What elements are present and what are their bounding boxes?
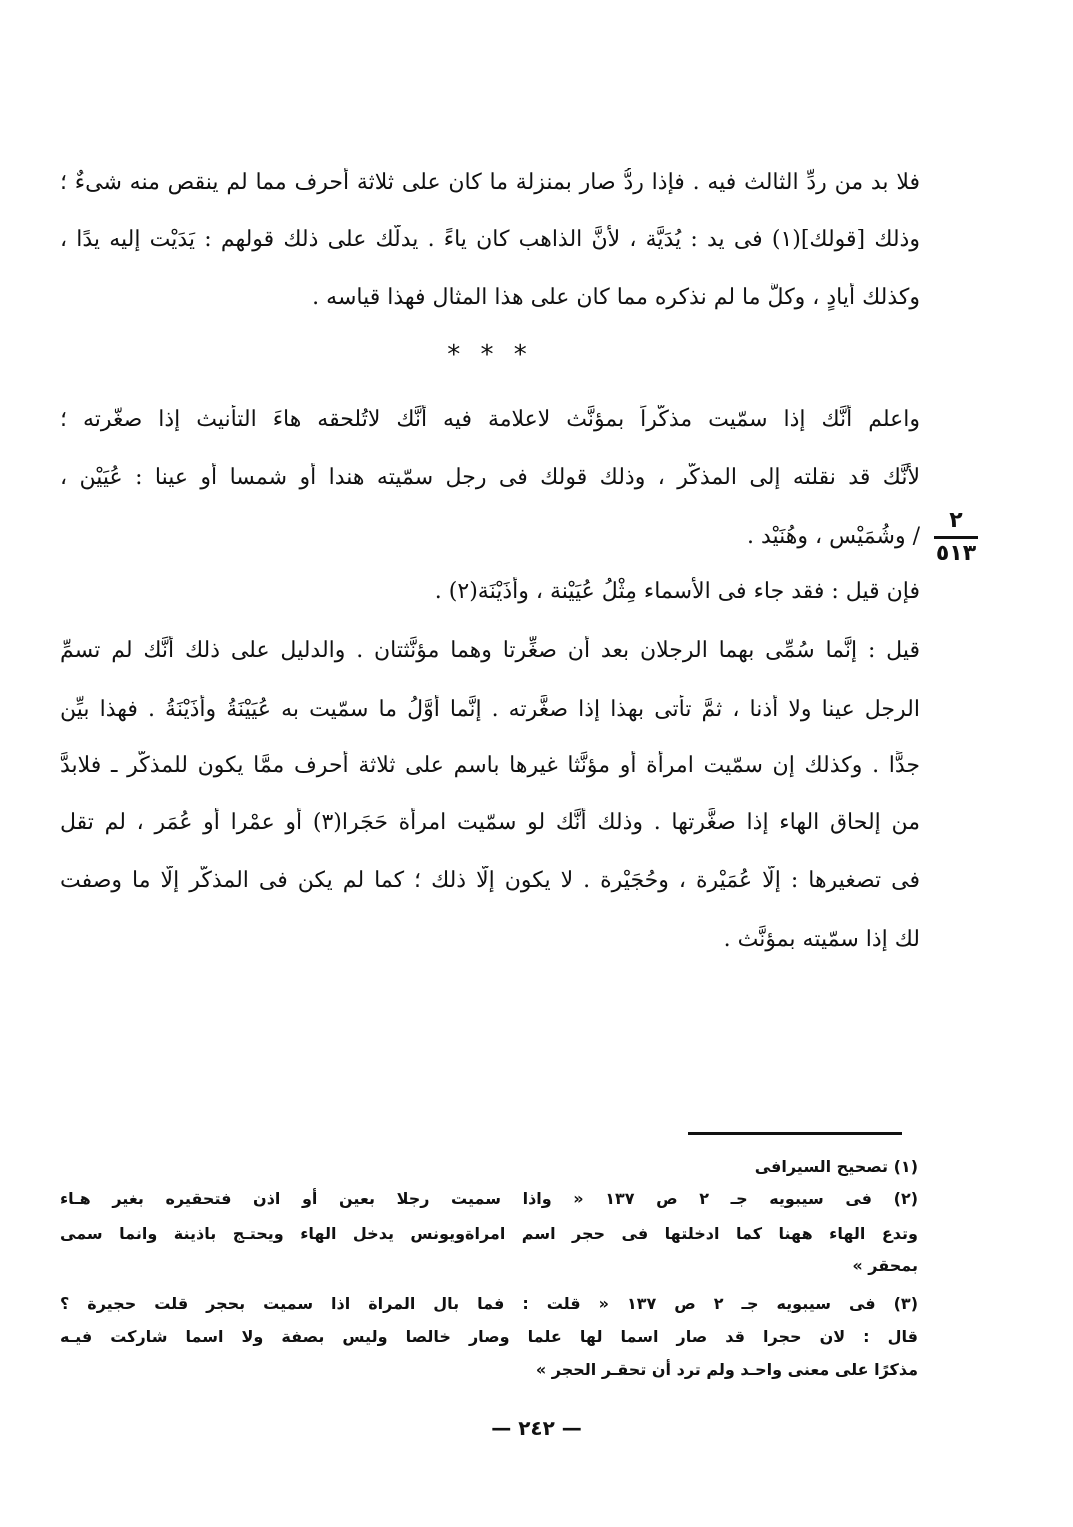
footnote-line: بمحقر » bbox=[852, 1256, 918, 1275]
body-line: جدًّا . وكذلك إن سمّيت امرأة أو مؤنَّثا غيرها باسم على ثلاثة أحرف ممَّا يكون للمذكَّر ـ فلابدَّ bbox=[60, 753, 920, 778]
body-line: / وشُمَيْس ، وهُنَيْد . bbox=[747, 524, 920, 549]
body-line: وذلك [قولك](١) فى يد : يُدَيَّة ، لأنَّ الذاهب كان ياءً . يدلُّك على ذلك قولهم : يَدَيْت إليه يدًا ، bbox=[60, 227, 920, 252]
footnote-line: مذكرًا على معنى واحـد ولم ترد أن تحقـر الحجر » bbox=[535, 1360, 918, 1379]
footnote-line: (٢) فى سيبويه جـ ٢ ص ١٣٧ « واذا سميت رجلا بعين أو اذن فتحقيره بغير هـاء bbox=[60, 1189, 918, 1208]
footnote-line: (١) تصحيح السيرافى bbox=[754, 1157, 918, 1176]
footnote-rule bbox=[688, 1132, 902, 1135]
page-number: — ٢٤٢ — bbox=[491, 1416, 582, 1440]
footnote-line: قال : لان حجرا قد صار اسما لها علما وصار خالصا وليس بصفة ولا اسما شاركت فيـه bbox=[60, 1327, 918, 1346]
footnote-line: وتدع الهاء ههنا كما ادخلتها فى حجر اسم امراةويونس يدخل الهاء ويحتـج باذينة وانما سمى bbox=[60, 1224, 918, 1243]
body-line: قيل : إنَّما سُمِّى بهما الرجلان بعد أن صغِّرتا وهما مؤنَّثتان . والدليل على ذلك أنَّك لم تسمِّ bbox=[60, 638, 920, 663]
body-line: وكذلك أيادٍ ، وكلُّ ما لم نذكره مما كان على هذا المثال فهذا قياسه . bbox=[312, 285, 920, 310]
body-line: من إلحاق الهاء إذا صغَّرتها . وذلك أنَّك لو سمّيت امرأة حَجَرا(٣) أو عمْرا أو عُمَر ، لم تقل bbox=[60, 810, 920, 835]
body-line: فإن قيل : فقد جاء فى الأسماء مِثْلُ عُيَيْنة ، وأُذَيْنَة(٢) . bbox=[434, 579, 920, 604]
body-line: واعلم أنَّك إذا سمّيت مذكَّراً بمؤنَّث لاعلامة فيه أنَّك لاتُلحقه هاءَ التأنيث إذا صغّرته ؛ bbox=[60, 407, 920, 432]
section-separator: * * * bbox=[447, 340, 533, 370]
margin-reference-page: ٥١٣ bbox=[935, 541, 977, 566]
body-line: فى تصغيرها : إلَّا عُمَيْرة ، وحُجَيْرة . لا يكون إلَّا ذلك ؛ كما لم يكن فى المذكَّر إلَّا ما وصفت bbox=[60, 868, 920, 893]
body-line: الرجل عينا ولا أُذنا ، ثمَّ تأتى بهذا إذا صغَّرته . إنَّما أوَّلُ ما سمّيت به عُيَيْنَةُ وأُذَيْنَةُ . فهذا بيِّن bbox=[60, 697, 920, 722]
footnote-line: (٣) فى سيبويه جـ ٢ ص ١٣٧ « قلت : فما بال المراة اذا سميت بحجر قلت حجيرة ؟ bbox=[60, 1294, 918, 1313]
margin-reference-rule bbox=[934, 536, 978, 539]
margin-reference-volume: ٢ bbox=[949, 508, 963, 533]
body-line: لك إذا سمّيته بمؤنَّث . bbox=[723, 927, 920, 952]
body-line: لأنَّك قد نقلته إلى المذكَّر ، وذلك قولك فى رجل سمّيته هندا أو شمسا أو عينا : عُيَيْن ، bbox=[60, 465, 920, 490]
margin-reference bbox=[928, 508, 984, 567]
body-line: فلا بد من ردِّ الثالث فيه . فإذا ردُّ صار بمنزلة ما كان على ثلاثة أحرف مما لم ينقص منه شىءٌ ؛ bbox=[60, 170, 920, 195]
